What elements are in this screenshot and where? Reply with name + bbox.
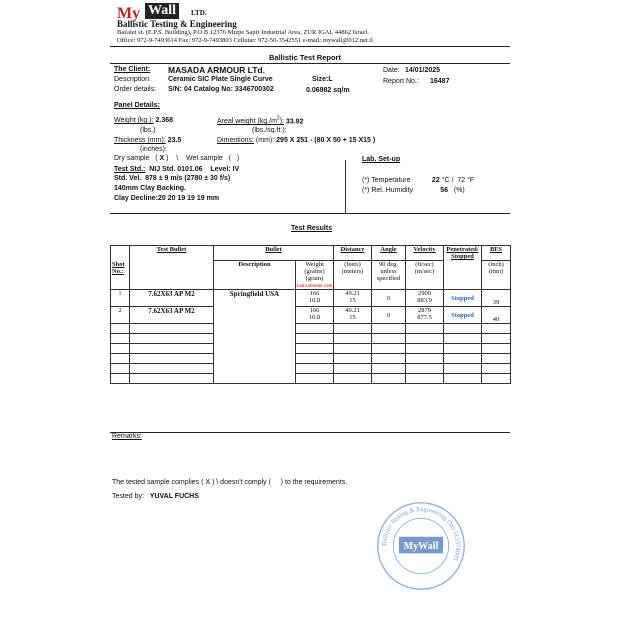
empty-row [111, 324, 511, 334]
stamp-ring-text: Ballistic Testing & Engineering (M) 515374005 [380, 506, 461, 562]
results-table [110, 245, 511, 384]
humidity: (*) Rel. Humidity 56 (%) [362, 187, 465, 194]
area-value: 0.06982 sq/m [306, 87, 350, 94]
logo-ltd: LTD. [191, 9, 207, 17]
company-contacts: Office: 972-9-7493614 Fax: 972-9-7493803 Celluiar: 972-50-3542551 e-mail: mywall@012.net.il [117, 37, 373, 44]
empty-row [111, 344, 511, 354]
tested-by-label: Tested by: [112, 493, 144, 500]
lab-setup-title: Lab. Set-up [362, 156, 401, 163]
table-row: 1 7.62X63 AP M2 Springfield USA 166 10.8 49.21 15 0 2900 883.9 Stopped 39 [111, 290, 511, 307]
title-divider [110, 63, 510, 64]
header-shot: Shot No.: [111, 246, 130, 290]
header-bfs: BFS [482, 246, 511, 261]
report-title: Ballistic Test Report [269, 53, 341, 62]
areal-value: 33.92 [285, 118, 304, 126]
clay-backing: 140mm Clay Backing. [114, 185, 186, 192]
logo-my: My [117, 5, 141, 22]
inches-label: (inches): [140, 146, 167, 153]
areal-label: Areal weight $(kg./m^2)$: [217, 116, 284, 126]
company-name: Ballistic Testing & Engineering [117, 19, 237, 29]
panel-title: Panel Details: [114, 102, 160, 109]
tested-by-name: YUVAL FUCHS [149, 493, 199, 500]
client-label: The Client: [114, 66, 151, 73]
header-distance: Distance [334, 246, 372, 261]
clay-decline: Clay Decline:20 20 19 19 19 mm [114, 195, 220, 202]
thickness-label: Thickness (mm): [114, 137, 166, 144]
level-value: Level: IV [210, 166, 240, 173]
company-stamp [375, 500, 467, 592]
watermark: balticshooter.com [297, 284, 333, 289]
header-bullet: Bullet [214, 246, 334, 261]
header-test-bullet: Test Bullet [130, 246, 214, 290]
empty-row [111, 364, 511, 374]
header-velocity: Velocity [406, 246, 444, 261]
test-std-label: Test Std.: [114, 166, 146, 173]
std-vel-label: Std. Vel. [114, 175, 142, 182]
report-no-label: Report No.: [383, 78, 419, 85]
header-distance-units: (feets) (meters) [334, 261, 372, 290]
header-weight: Weight (grains) (gram) balticshooter.com [297, 261, 333, 289]
result-stopped: Stopped [444, 290, 482, 307]
header-angle: Angle [372, 246, 406, 261]
remarks-label: Remarks: [112, 433, 142, 440]
header-penetrated: Penetrated/ Stopped [444, 246, 482, 290]
empty-row [111, 374, 511, 384]
dry-sample: Dry sample ( X ) \ Wet sample ( ) [114, 155, 240, 162]
company-address: Bazalet st. (E.P.S. Building), P.O.B 12376 Mizpe Sapir Industrial Area, ZUR IGAL 44862 Israel. [117, 29, 369, 36]
temperature: (*) Temperature 22 °C / 72 °F [362, 177, 475, 184]
test-std-value: NIJ Std. 0101.06 [149, 166, 203, 173]
weight-value: 2.368 [155, 117, 174, 124]
size-value: Size:L [312, 76, 333, 83]
std-vel-value: 878 ± 9 m/s (2780 ± 30 f/s) [145, 175, 231, 182]
dimensions-label: Dimentions: [217, 137, 254, 144]
empty-row [111, 354, 511, 364]
description-value: Ceramic SIC Plate Single Curve [168, 76, 273, 83]
table-row: 2 7.62X63 AP M2 166 10.8 49.21 15 0 2879 877.5 Stopped 40 [111, 307, 511, 324]
header-divider [110, 46, 510, 47]
compliance-statement: The tested sample complies ( X ) \ doesn't comply ( ) to the requirements. [112, 479, 348, 486]
client-name: MASADA ARMOUR LTd. [168, 65, 265, 75]
setup-divider [345, 160, 346, 213]
areal-lbs-label: (lbs./sq.ft.): [252, 127, 287, 134]
header-description: Description [214, 261, 296, 290]
report-date: 14/01/2025 [405, 67, 441, 74]
date-label: Date: [383, 67, 400, 74]
description-label: Description: [114, 76, 151, 83]
empty-row [111, 334, 511, 344]
order-label: Order details: [114, 86, 157, 93]
weight-label: Weight (kg.): [114, 117, 154, 124]
header-angle-sub: 90 deg. unless specified [372, 261, 406, 290]
logo-wall: Wall [145, 3, 179, 19]
remarks-divider [110, 432, 510, 433]
stamp-logo: MyWall [403, 540, 439, 552]
dimensions-value: 295 X 251 - (80 X 50 + 15 X15 ) [276, 137, 376, 144]
result-stopped: Stopped [444, 307, 482, 324]
order-value: S/N: 04 Catalog No: 3346700302 [168, 86, 274, 93]
header-velocity-units: (ft/sec) (m/sec) [406, 261, 444, 290]
report-no: 16487 [430, 78, 450, 85]
results-divider [110, 213, 510, 214]
results-title: Test Results [291, 225, 333, 232]
thickness-value: 23.5 [167, 137, 182, 144]
header-bfs-units: (inch) (mm) [482, 261, 511, 290]
weight-lbs-label: (lbs.) [140, 127, 156, 134]
